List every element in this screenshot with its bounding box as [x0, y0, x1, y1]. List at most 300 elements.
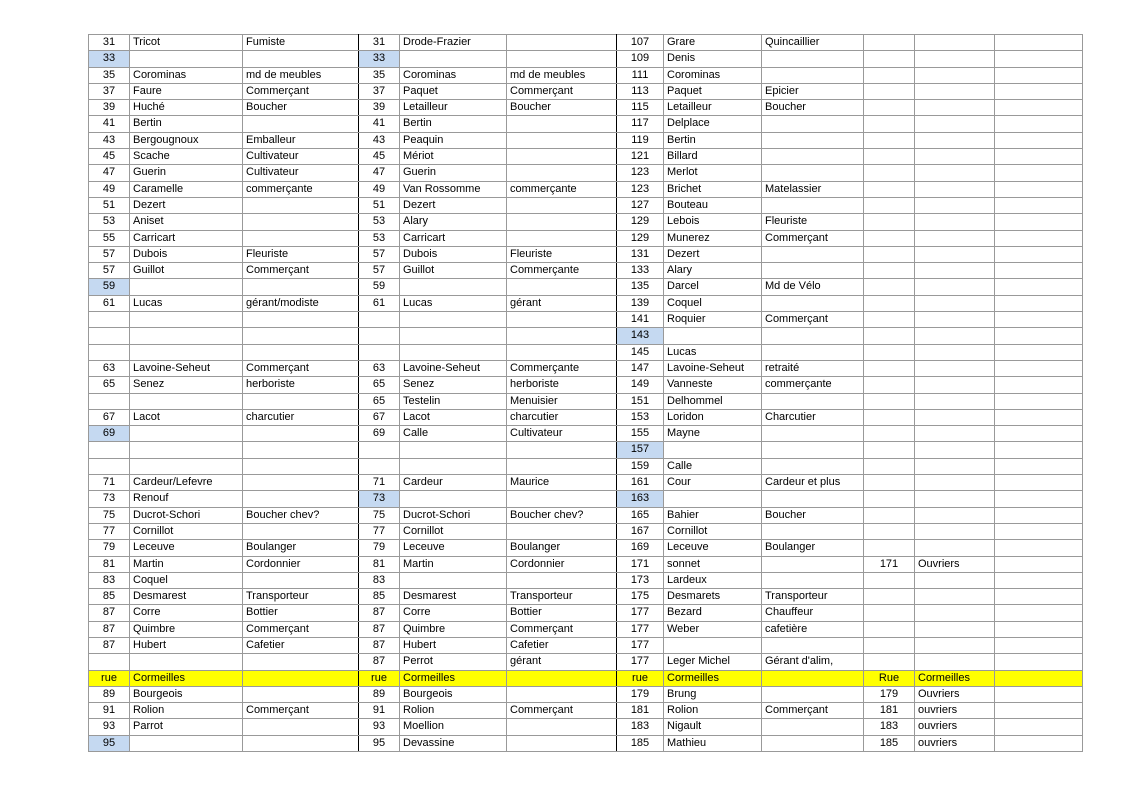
table-cell: Mayne	[664, 426, 762, 442]
table-cell	[664, 491, 762, 507]
table-cell: Carricart	[400, 230, 507, 246]
table-cell	[915, 246, 995, 262]
table-cell	[915, 523, 995, 539]
table-cell: ouvriers	[915, 735, 995, 751]
table-cell	[507, 279, 617, 295]
table-cell: 31	[359, 35, 400, 51]
table-row	[89, 393, 1083, 409]
table-cell: Boulanger	[243, 540, 359, 556]
table-cell: 183	[617, 719, 664, 735]
table-cell: 169	[617, 540, 664, 556]
table-row	[89, 116, 1083, 132]
table-cell: Boucher	[762, 507, 864, 523]
table-cell: Fleuriste	[762, 214, 864, 230]
table-cell: 43	[359, 132, 400, 148]
table-cell	[864, 83, 915, 99]
table-cell	[243, 686, 359, 702]
table-cell: Emballeur	[243, 132, 359, 148]
table-cell	[864, 295, 915, 311]
table-cell: 155	[617, 426, 664, 442]
table-cell	[243, 458, 359, 474]
table-cell: 81	[89, 556, 130, 572]
table-cell: 177	[617, 637, 664, 653]
table-cell	[915, 230, 995, 246]
table-cell: Commerçant	[243, 263, 359, 279]
table-cell: 179	[617, 686, 664, 702]
table-cell: 49	[359, 181, 400, 197]
table-cell	[995, 735, 1083, 751]
table-cell: commerçante	[243, 181, 359, 197]
table-cell: Lucas	[664, 344, 762, 360]
table-cell	[400, 312, 507, 328]
table-cell: Corre	[400, 605, 507, 621]
table-cell: Alary	[400, 214, 507, 230]
table-cell	[243, 230, 359, 246]
table-cell: ouvriers	[915, 719, 995, 735]
table-cell	[915, 426, 995, 442]
table-cell	[915, 654, 995, 670]
table-cell	[762, 719, 864, 735]
table-cell: Bahier	[664, 507, 762, 523]
table-cell: 133	[617, 263, 664, 279]
table-cell	[995, 377, 1083, 393]
table-cell	[995, 426, 1083, 442]
table-cell: Lacot	[400, 409, 507, 425]
table-cell: 143	[617, 328, 664, 344]
table-cell	[915, 442, 995, 458]
table-cell: 177	[617, 654, 664, 670]
table-cell	[762, 295, 864, 311]
table-row	[89, 686, 1083, 702]
table-cell: Nigault	[664, 719, 762, 735]
table-cell: Merlot	[664, 165, 762, 181]
table-cell: 47	[89, 165, 130, 181]
table-cell	[915, 165, 995, 181]
table-cell: Cornillot	[130, 523, 243, 539]
table-cell	[89, 458, 130, 474]
table-cell: 131	[617, 246, 664, 262]
table-cell: 87	[89, 605, 130, 621]
table-cell	[995, 116, 1083, 132]
table-cell: 87	[89, 621, 130, 637]
table-cell	[915, 67, 995, 83]
table-cell: Rue	[864, 670, 915, 686]
table-cell: Tricot	[130, 35, 243, 51]
table-cell	[507, 458, 617, 474]
table-cell: Lebois	[664, 214, 762, 230]
table-cell	[507, 344, 617, 360]
table-cell: 85	[89, 589, 130, 605]
table-cell: Desmarest	[130, 589, 243, 605]
table-cell: 59	[359, 279, 400, 295]
table-cell	[243, 279, 359, 295]
table-cell	[243, 572, 359, 588]
table-cell: Commerçant	[762, 230, 864, 246]
table-cell: Menuisier	[507, 393, 617, 409]
table-cell: 83	[89, 572, 130, 588]
table-cell: Corominas	[664, 67, 762, 83]
table-cell	[995, 475, 1083, 491]
table-cell: Desmarest	[400, 589, 507, 605]
table-cell: Leceuve	[400, 540, 507, 556]
table-cell: Transporteur	[507, 589, 617, 605]
table-cell: Guillot	[130, 263, 243, 279]
table-cell: Desmarets	[664, 589, 762, 605]
table-cell	[995, 360, 1083, 376]
table-cell: Senez	[400, 377, 507, 393]
table-cell: Renouf	[130, 491, 243, 507]
table-cell: Martin	[400, 556, 507, 572]
table-cell: Senez	[130, 377, 243, 393]
table-cell	[995, 686, 1083, 702]
table-cell: Boucher chev?	[243, 507, 359, 523]
table-cell: Quimbre	[130, 621, 243, 637]
table-cell: Boulanger	[762, 540, 864, 556]
table-cell: Guerin	[130, 165, 243, 181]
table-cell	[400, 344, 507, 360]
table-cell: 87	[359, 654, 400, 670]
table-cell	[400, 51, 507, 67]
table-cell	[130, 312, 243, 328]
table-cell	[864, 377, 915, 393]
table-cell: Commerçante	[507, 360, 617, 376]
table-cell	[243, 426, 359, 442]
table-cell: Bouteau	[664, 197, 762, 213]
table-cell: herboriste	[507, 377, 617, 393]
table-cell	[864, 181, 915, 197]
table-cell	[915, 181, 995, 197]
table-cell: 87	[359, 621, 400, 637]
table-cell	[864, 328, 915, 344]
table-cell	[915, 132, 995, 148]
table-cell: 185	[864, 735, 915, 751]
table-cell: 95	[359, 735, 400, 751]
table-row	[89, 654, 1083, 670]
table-cell	[915, 393, 995, 409]
table-cell	[995, 572, 1083, 588]
table-cell: Devassine	[400, 735, 507, 751]
census-table	[88, 34, 1083, 752]
table-cell	[762, 328, 864, 344]
table-cell: 33	[89, 51, 130, 67]
table-cell	[762, 344, 864, 360]
table-cell: 171	[864, 556, 915, 572]
table-cell	[400, 442, 507, 458]
table-cell	[762, 735, 864, 751]
table-cell: 95	[89, 735, 130, 751]
table-cell: 45	[89, 149, 130, 165]
table-row	[89, 540, 1083, 556]
table-row	[89, 475, 1083, 491]
table-cell: Delhommel	[664, 393, 762, 409]
table-cell	[864, 360, 915, 376]
table-cell: 67	[359, 409, 400, 425]
table-cell	[762, 426, 864, 442]
table-cell: 165	[617, 507, 664, 523]
table-cell: 117	[617, 116, 664, 132]
table-cell: charcutier	[243, 409, 359, 425]
table-cell: Maurice	[507, 475, 617, 491]
table-cell	[89, 393, 130, 409]
table-cell	[995, 51, 1083, 67]
table-cell: Scache	[130, 149, 243, 165]
table-cell: 35	[359, 67, 400, 83]
table-cell	[995, 246, 1083, 262]
table-cell: 141	[617, 312, 664, 328]
table-cell: Boulanger	[507, 540, 617, 556]
table-cell: 177	[617, 621, 664, 637]
table-cell: Roquier	[664, 312, 762, 328]
table-cell: 79	[89, 540, 130, 556]
table-row	[89, 149, 1083, 165]
table-cell: Guillot	[400, 263, 507, 279]
table-cell: 47	[359, 165, 400, 181]
table-cell	[995, 523, 1083, 539]
table-cell: Coquel	[664, 295, 762, 311]
table-row	[89, 637, 1083, 653]
table-cell: Paquet	[400, 83, 507, 99]
table-row	[89, 312, 1083, 328]
table-cell: Boucher	[507, 100, 617, 116]
table-cell	[995, 263, 1083, 279]
table-cell: herboriste	[243, 377, 359, 393]
table-cell: Rolion	[664, 703, 762, 719]
table-row	[89, 572, 1083, 588]
table-cell: Paquet	[664, 83, 762, 99]
table-row	[89, 735, 1083, 751]
table-cell: 171	[617, 556, 664, 572]
table-cell	[664, 328, 762, 344]
table-cell: Cordonnier	[507, 556, 617, 572]
table-row	[89, 214, 1083, 230]
table-row	[89, 360, 1083, 376]
table-cell: Cultivateur	[507, 426, 617, 442]
table-cell	[243, 51, 359, 67]
table-row	[89, 67, 1083, 83]
table-cell: Quimbre	[400, 621, 507, 637]
table-cell: 89	[359, 686, 400, 702]
table-cell: Darcel	[664, 279, 762, 295]
table-cell: Ouvriers	[915, 686, 995, 702]
table-cell	[507, 132, 617, 148]
table-cell	[243, 475, 359, 491]
table-cell: Lardeux	[664, 572, 762, 588]
table-cell	[130, 735, 243, 751]
table-row	[89, 279, 1083, 295]
table-cell: 65	[359, 393, 400, 409]
table-cell	[762, 165, 864, 181]
table-cell: 119	[617, 132, 664, 148]
table-cell: Peaquin	[400, 132, 507, 148]
table-cell: Testelin	[400, 393, 507, 409]
table-cell: 127	[617, 197, 664, 213]
table-row	[89, 328, 1083, 344]
table-cell: Cormeilles	[400, 670, 507, 686]
table-cell	[915, 491, 995, 507]
table-cell: 61	[359, 295, 400, 311]
table-cell	[507, 670, 617, 686]
table-cell	[507, 719, 617, 735]
table-cell: ouvriers	[915, 703, 995, 719]
table-cell	[864, 540, 915, 556]
table-cell: 91	[89, 703, 130, 719]
table-cell: Brung	[664, 686, 762, 702]
table-cell: Commerçant	[507, 703, 617, 719]
table-cell	[400, 572, 507, 588]
table-cell	[507, 35, 617, 51]
table-cell: Faure	[130, 83, 243, 99]
table-cell: 159	[617, 458, 664, 474]
table-body	[89, 35, 1083, 752]
table-cell	[915, 458, 995, 474]
table-cell: Huché	[130, 100, 243, 116]
table-cell	[915, 589, 995, 605]
table-cell	[915, 572, 995, 588]
table-cell	[864, 458, 915, 474]
table-cell: commerçante	[507, 181, 617, 197]
table-cell: 183	[864, 719, 915, 735]
table-cell: 41	[359, 116, 400, 132]
table-cell: 57	[359, 246, 400, 262]
table-cell: 37	[359, 83, 400, 99]
table-cell	[995, 132, 1083, 148]
table-cell: Carricart	[130, 230, 243, 246]
table-cell	[507, 149, 617, 165]
table-cell: 33	[359, 51, 400, 67]
table-cell: 85	[359, 589, 400, 605]
table-cell: 161	[617, 475, 664, 491]
table-cell: Hubert	[130, 637, 243, 653]
table-cell	[915, 637, 995, 653]
table-cell: 39	[89, 100, 130, 116]
table-cell: 79	[359, 540, 400, 556]
table-cell: 153	[617, 409, 664, 425]
table-cell	[400, 458, 507, 474]
table-cell: Aniset	[130, 214, 243, 230]
table-cell: 73	[89, 491, 130, 507]
table-cell	[762, 523, 864, 539]
table-cell: 177	[617, 605, 664, 621]
table-cell: Commerçant	[507, 621, 617, 637]
table-cell: Bottier	[243, 605, 359, 621]
table-cell: 59	[89, 279, 130, 295]
table-cell: gérant	[507, 295, 617, 311]
table-cell: 181	[864, 703, 915, 719]
table-cell: Mériot	[400, 149, 507, 165]
table-cell	[995, 409, 1083, 425]
table-cell: Epicier	[762, 83, 864, 99]
table-cell	[995, 67, 1083, 83]
table-cell: 135	[617, 279, 664, 295]
table-cell	[995, 312, 1083, 328]
table-row	[89, 670, 1083, 686]
table-cell: Charcutier	[762, 409, 864, 425]
table-cell: Cafetier	[243, 637, 359, 653]
table-cell: 83	[359, 572, 400, 588]
table-cell	[762, 67, 864, 83]
table-cell	[243, 670, 359, 686]
table-cell: 149	[617, 377, 664, 393]
table-cell: rue	[617, 670, 664, 686]
table-cell	[864, 523, 915, 539]
table-cell: Hubert	[400, 637, 507, 653]
table-cell: Perrot	[400, 654, 507, 670]
table-cell: md de meubles	[243, 67, 359, 83]
table-cell	[243, 654, 359, 670]
table-cell	[995, 149, 1083, 165]
table-cell	[995, 670, 1083, 686]
table-cell: 43	[89, 132, 130, 148]
table-cell: Cordonnier	[243, 556, 359, 572]
table-cell: Cormeilles	[664, 670, 762, 686]
table-cell	[864, 279, 915, 295]
table-cell: Lavoine-Seheut	[400, 360, 507, 376]
table-cell: charcutier	[507, 409, 617, 425]
table-cell	[89, 328, 130, 344]
table-cell: Bertin	[130, 116, 243, 132]
table-cell	[89, 654, 130, 670]
table-cell	[915, 149, 995, 165]
table-cell	[130, 344, 243, 360]
table-cell: Matelassier	[762, 181, 864, 197]
table-cell	[995, 165, 1083, 181]
table-cell	[243, 393, 359, 409]
table-cell	[243, 116, 359, 132]
table-cell: Commerçant	[243, 703, 359, 719]
table-cell: Bezard	[664, 605, 762, 621]
table-row	[89, 295, 1083, 311]
table-cell: Denis	[664, 51, 762, 67]
table-cell	[762, 132, 864, 148]
table-cell: Cornillot	[664, 523, 762, 539]
table-cell	[915, 377, 995, 393]
table-cell	[915, 621, 995, 637]
table-cell	[359, 328, 400, 344]
table-cell	[762, 491, 864, 507]
table-cell	[864, 491, 915, 507]
table-cell	[762, 458, 864, 474]
table-cell: md de meubles	[507, 67, 617, 83]
table-cell: 147	[617, 360, 664, 376]
table-cell	[915, 312, 995, 328]
table-cell	[507, 165, 617, 181]
table-cell	[762, 556, 864, 572]
table-cell: Ducrot-Schori	[400, 507, 507, 523]
table-cell: 179	[864, 686, 915, 702]
table-cell	[995, 214, 1083, 230]
table-cell: Bourgeois	[400, 686, 507, 702]
table-cell: 67	[89, 409, 130, 425]
table-cell	[995, 181, 1083, 197]
table-cell	[915, 279, 995, 295]
table-cell: Bertin	[400, 116, 507, 132]
table-cell: Rolion	[400, 703, 507, 719]
table-cell: Van Rossomme	[400, 181, 507, 197]
table-row	[89, 719, 1083, 735]
table-cell: cafetière	[762, 621, 864, 637]
table-cell: 53	[359, 230, 400, 246]
table-cell	[995, 83, 1083, 99]
table-cell: Transporteur	[762, 589, 864, 605]
table-cell: Parrot	[130, 719, 243, 735]
table-cell: 173	[617, 572, 664, 588]
table-row	[89, 523, 1083, 539]
table-cell	[864, 654, 915, 670]
table-cell: 45	[359, 149, 400, 165]
table-cell: Chauffeur	[762, 605, 864, 621]
table-row	[89, 458, 1083, 474]
table-cell	[243, 491, 359, 507]
